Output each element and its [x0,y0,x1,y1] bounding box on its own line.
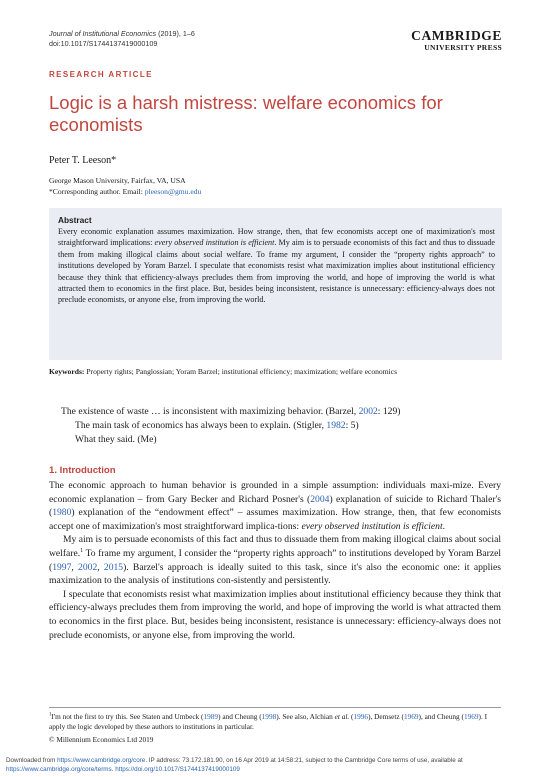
citation-link[interactable]: 1980 [52,507,72,519]
affiliation: George Mason University, Fairfax, VA, USA [49,176,186,185]
epigraph [75,420,359,431]
citation-link[interactable]: 1998 [261,712,277,721]
text: ), and Cheung ( [418,712,464,721]
section-heading: 1. Introduction [49,465,116,476]
footnote-divider [49,707,501,708]
abstract-box [49,208,502,360]
publisher-logo [411,29,502,51]
epigraph-text: The existence of waste … is inconsistent with maximizing behavior. (Barzel, [61,406,359,417]
epigraph [61,406,400,417]
download-notice [0,756,550,774]
download-link[interactable]: https://www.cambridge.org/core [57,757,146,764]
abstract-text [58,226,495,306]
citation-link[interactable]: 1997 [52,561,72,573]
text: The economic approach to human behavior is grounded in a simple assumption: individuals maxi-mize. Every economic explanation – from Gary Becker and Richard Posner's ( [49,480,501,505]
paragraph [49,588,501,642]
text: ). See also, Alchian [276,712,335,721]
citation-link[interactable]: 2015 [103,561,124,573]
keywords-text: Property rights; Panglossian; Yoram Barzel; institutional efficiency; maximization; welfare economics [84,367,398,376]
text: I'm not the first to try this. See Staten and Umbeck ( [51,712,204,721]
epigraph [75,434,157,445]
text: ), Demsetz ( [368,712,404,721]
text: ) explanation of suicide to Richard Thaler's ( [49,493,501,519]
text: My aim is to persuade economists of this fact and thus to dissuade them from making illogical claims about social welfare. [49,534,501,559]
text: Downloaded from [6,757,58,764]
body-text [49,479,501,642]
footnote [49,712,501,732]
text: . [111,766,116,773]
doi: doi:10.1017/S1744137419000109 [49,39,158,48]
abstract-text-part: . My aim is to persuade economists of this fact and thus to dissuade them from making illogical claims about social welfare. To frame my argument, I consider the “property rights approach” to institutions developed by Yoram Barzel. I speculate that economists resist what maximization implies about institutional efficiency because they think that efficiency-always precludes them from improving the world, and hope of improving the world is what attracted them to economics in the first place. But, besides being inconsistent, resistance is unnecessary: efficiency-always does not preclude economists, or anyone else, from improving the world. [58,238,495,305]
citation-link[interactable]: 2004 [310,493,330,505]
text: ( [349,712,354,721]
citation-link[interactable]: 2002 [78,561,98,573]
affiliation-block [49,176,201,197]
text: To frame my argument, I consider the “property rights approach” to institutions developed by Yoram Barzel ( [49,547,501,573]
epigraph-text: The main task of economics has always been to explain. (Stigler, [75,420,327,431]
author-name: Peter T. Leeson* [49,155,117,166]
abstract-emphasis: every observed institution is efficient [154,238,275,248]
epigraph-text: : 129) [377,406,401,417]
article-title: Logic is a harsh mistress: welfare economics for economists [49,92,443,135]
keywords [49,367,397,376]
terms-link[interactable]: https://www.cambridge.org/core/terms [6,766,112,773]
keywords-label: Keywords: [49,367,85,376]
citation-link[interactable]: 1969 [403,712,419,721]
paragraph [49,479,501,533]
abstract-text-part: Every economic explanation assumes maximization. How strange, then, that few economists accept one of maximization's most straightforward implications: [58,227,495,248]
epigraph-citation-link[interactable]: 2002 [358,406,378,417]
citation-link[interactable]: 1989 [203,712,219,721]
footnote-number: 1 [49,712,52,718]
publisher-logo-line1: CAMBRIDGE [411,28,502,43]
doi-link[interactable]: https://doi.org/10.1017/S1744137419000109 [115,766,240,773]
emphasis: every observed institution is efficient [301,520,443,532]
abstract-heading: Abstract [58,215,92,225]
journal-name: Journal of Institutional Economics [49,29,157,38]
text: ). I apply the logic developed by these authors to institutions in particular. [49,712,488,731]
citation-link[interactable]: 1969 [463,712,479,721]
text: . [442,520,446,532]
citation-link[interactable]: 1996 [353,712,369,721]
text: . IP address: 73.172.181.90, on 16 Apr 2019 at 14:58:21, subject to the Cambridge Core terms of use, available at [145,757,463,764]
paragraph: My aim is to persuade economists of this fact and thus to dissuade them from making illogical claims about social welfare.$^1$ To frame my argument, I consider the “property rights approach” to institutions developed by Yoram Barzel (1997, 2002, 2015). Barzel's approach is ideally suited to this task, since it's also the economic one: it applies maximization to the analysis of institutions con-sistently and persistently. [49,534,502,587]
text: ) and Cheung ( [218,712,262,721]
journal-citation: (2019), 1–6 [156,29,195,38]
epigraph-text: What they said. (Me) [75,434,157,445]
epigraph-text: : 5) [345,420,359,431]
journal-header [49,29,195,49]
article-type: RESEARCH ARTICLE [49,70,153,79]
text: ). Barzel's approach is ideally suited to this task, since it's also the economic one: it applies maximization to the analysis of institutions con-sistently and persistently. [49,561,502,587]
copyright: © Millennium Economics Ltd 2019 [49,735,154,744]
epigraph-citation-link[interactable]: 1982 [326,420,346,431]
emphasis: et al. [334,712,350,721]
email-link[interactable]: pleeson@gmu.edu [144,186,202,196]
corresponding-label: *Corresponding author. Email: [49,186,145,196]
footnote-marker[interactable]: 1 [80,546,84,554]
text: I speculate that economists resist what maximization implies about institutional efficiency because they think that efficiency-always precludes them from improving the world, and hope of improving the world is what attracted them to economics in the first place. But, besides being inconsistent, resistance is unnecessary: efficiency-always does not preclude economists, or anyone else, from improving the world. [49,588,501,641]
text: ) explanation of the “endowment effect” – assumes maximization. How strange, then, that few economists accept one of maximization's most straightforward implica-tions: [49,507,501,532]
publisher-logo-line2: UNIVERSITY PRESS [424,42,502,52]
